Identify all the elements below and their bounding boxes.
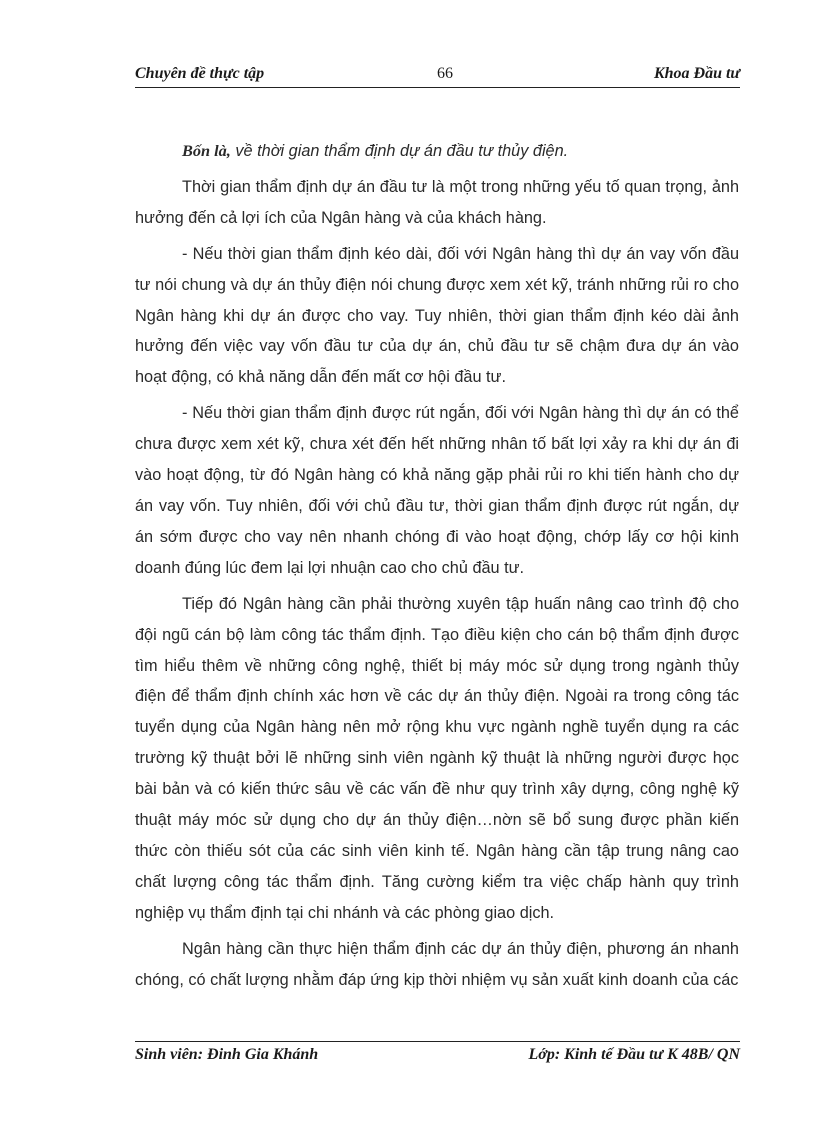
paragraph: Thời gian thẩm định dự án đầu tư là một trong những yếu tố quan trọng, ảnh hưởng đến cả lợi ích của Ngân hàng và của khách hàng. — [135, 177, 739, 227]
footer-student: Sinh viên: Đinh Gia Khánh — [135, 1046, 319, 1063]
document-body — [135, 136, 739, 995]
paragraph: Tiếp đó Ngân hàng cần phải thường xuyên tập huấn nâng cao trình độ cho đội ngũ cán bộ làm công tác thẩm định. Tạo điều kiện cho cán bộ thẩm định được tìm hiểu thêm về những công nghệ, thiết bị máy móc sử dụng trong ngành thủy điện để thẩm định chính xác hơn về các dự án thủy điện. Ngoài ra trong công tác tuyển dụng của Ngân hàng nên mở rộng khu vực ngành nghề tuyển dụng ra các trường kỹ thuật bởi lẽ những sinh viên ngành kỹ thuật là những người được học bài bản và có kiến thức sâu về các vấn đề như quy trình xây dựng, công nghệ kỹ thuật máy móc sử dụng cho dự án thủy điện…nờn sẽ bổ sung được phần kiến thức còn thiếu sót của các sinh viên kinh tế. Ngân hàng cần tập trung nâng cao chất lượng công tác thẩm định. Tăng cường kiểm tra việc chấp hành quy trình nghiệp vụ thẩm định tại chi nhánh và các phòng giao dịch. — [135, 594, 739, 922]
footer-class: Lớp: Kinh tế Đầu tư K 48B/ QN — [528, 1046, 740, 1063]
header-department: Khoa Đầu tư — [653, 65, 740, 82]
section-lead — [135, 136, 739, 167]
page-number: 66 — [437, 65, 453, 82]
paragraph: Ngân hàng cần thực hiện thẩm định các dự án thủy điện, phương án nhanh chóng, có chất lượng nhằm đáp ứng kịp thời nhiệm vụ sản xuất kinh doanh của các — [135, 939, 739, 989]
page-header — [135, 63, 740, 88]
lead-bold-text: Bốn là, — [182, 141, 231, 160]
page-footer — [135, 1041, 740, 1068]
paragraph: - Nếu thời gian thẩm định được rút ngắn, đối với Ngân hàng thì dự án có thể chưa được xem xét kỹ, chưa xét đến hết những nhân tố bất lợi xảy ra khi dự án đi vào hoạt động, từ đó Ngân hàng có khả năng gặp phải rủi ro khi tiến hành cho dự án vay vốn. Tuy nhiên, đối với chủ đầu tư, thời gian thẩm định được rút ngắn, dự án sớm được cho vay nên nhanh chóng đi vào hoạt động, chớp lấy cơ hội kinh doanh đúng lúc đem lại lợi nhuận cao cho chủ đầu tư. — [135, 404, 739, 577]
header-title: Chuyên đề thực tập — [135, 65, 265, 82]
paragraph: - Nếu thời gian thẩm định kéo dài, đối với Ngân hàng thì dự án vay vốn đầu tư nói chung và dự án thủy điện nói chung được xem xét kỹ, tránh những rủi ro cho Ngân hàng khi dự án được cho vay. Tuy nhiên, thời gian thẩm định kéo dài ảnh hưởng đến việc vay vốn đầu tư của dự án, chủ đầu tư sẽ chậm đưa dự án vào hoạt động, có khả năng dẫn đến mất cơ hội đầu tư. — [135, 244, 739, 387]
lead-italic-text: về thời gian thẩm định dự án đầu tư thủy điện. — [230, 142, 569, 160]
